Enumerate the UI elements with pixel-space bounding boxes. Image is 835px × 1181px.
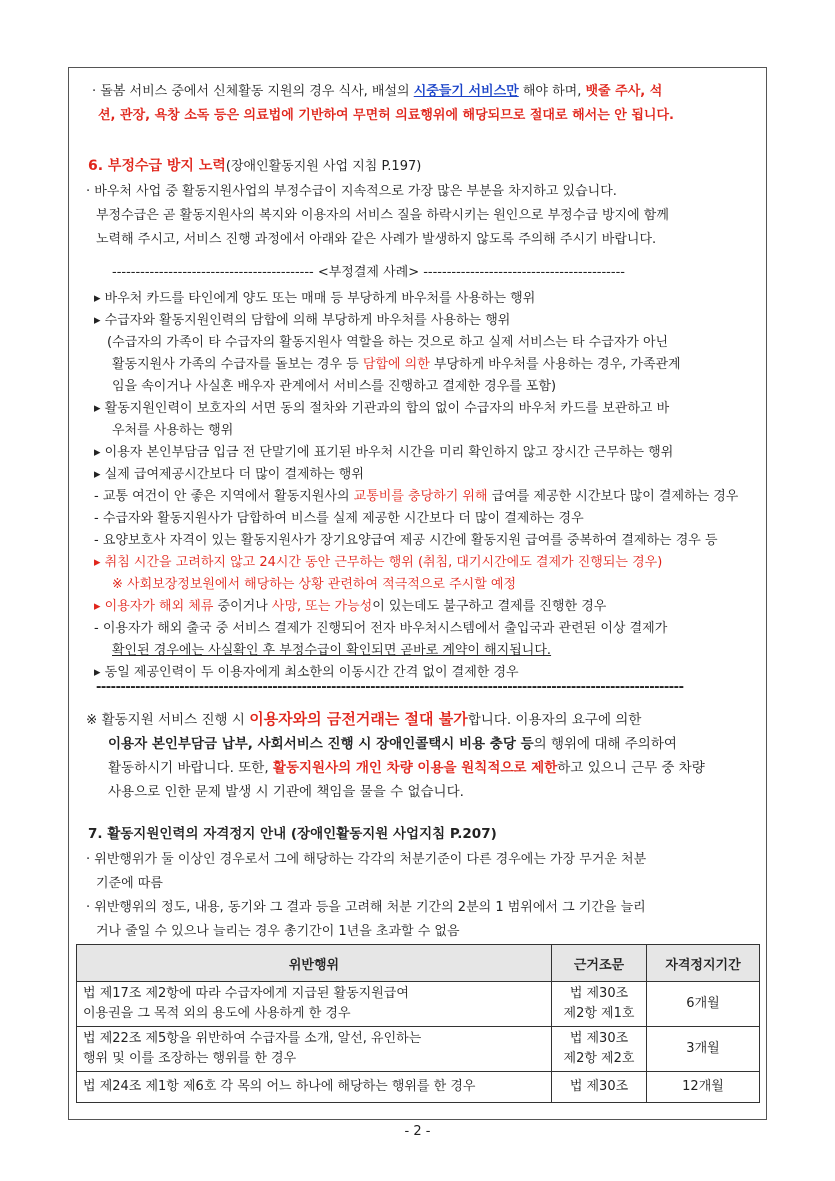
case-item: ▸ 수급자와 활동지원인력의 담합에 의해 부당하게 바우처를 사용하는 행위	[94, 313, 511, 328]
intro-line-1	[92, 82, 662, 102]
violation-cell	[77, 1027, 552, 1072]
case-item: ▸ 활동지원인력이 보호자의 서면 동의 절차와 기관과의 합의 없이 수급자의 바우처 카드를 보관하고 바	[94, 401, 670, 416]
case-red-text: 사망, 또는 가능성	[271, 599, 373, 614]
case-text: 중이거나	[213, 599, 272, 614]
violation-cell: 법 제24조 제1항 제6호 각 목의 어느 하나에 해당하는 행위를 한 경우	[77, 1072, 552, 1103]
violation-line: 법 제17조 제2항에 따라 수급자에게 지급된 활동지원급여	[83, 986, 409, 1001]
legal-basis-line: 법 제30조	[569, 986, 629, 1001]
note-text: 의 행위에 대해 주의하여	[533, 736, 677, 752]
section-6-para-3: 노력해 주시고, 서비스 진행 과정에서 아래와 같은 사례가 발생하지 않도록 주의해 주시기 바랍니다.	[96, 232, 657, 247]
col-header-legal-basis: 근거조문	[552, 945, 647, 982]
cases-end-rule: ------------------------------------------------------------------------------------------------------------------------	[96, 680, 684, 695]
case-text: 활동지원사 가족의 수급자를 돌보는 경우 등	[112, 357, 363, 372]
note-text: ※ 활동지원 서비스 진행 시	[86, 712, 250, 728]
table-row	[77, 1072, 760, 1103]
note-line-2	[108, 732, 677, 752]
period-cell: 6개월	[647, 982, 760, 1027]
note-emphasis: 활동지원사의 개인 차량 이용을 원칙적으로 제한	[272, 760, 558, 776]
period-cell: 12개월	[647, 1072, 760, 1103]
suspension-table	[76, 944, 760, 1103]
section-7-para-2: 기준에 따름	[96, 876, 163, 891]
section-7-para-4: 거나 줄일 수 있으나 늘리는 경우 총기간이 1년을 초과할 수 없음	[96, 924, 460, 939]
case-detail: 임을 속이거나 사실혼 배우자 관계에서 서비스를 진행하고 결제한 경우를 포함)	[112, 379, 557, 394]
section-7-para-3: · 위반행위의 정도, 내용, 동기와 그 결과 등을 고려해 처분 기간의 2분의 1 범위에서 그 기간을 늘리	[86, 900, 646, 915]
highlight-service: 시중들기 서비스만	[413, 84, 519, 99]
intro-line-2: 션, 관장, 욕창 소독 등은 의료법에 기반하여 무면허 의료행위에 해당되므로 절대로 해서는 안 됩니다.	[98, 108, 674, 123]
case-item	[94, 595, 606, 614]
violation-line: 법 제22조 제5항을 위반하여 수급자를 소개, 알선, 유인하는	[83, 1031, 422, 1046]
note-line-4: 사용으로 인한 문제 발생 시 기관에 책임을 물을 수 없습니다.	[108, 784, 464, 800]
note-text: 하고 있으니 근무 중 차량	[557, 760, 705, 776]
note-text: 활동하시기 바랍니다. 또한,	[108, 760, 273, 776]
case-subitem: - 이용자가 해외 출국 중 서비스 결제가 진행되어 전자 바우처시스템에서 출입국과 관련된 이상 결제가	[94, 621, 668, 636]
section-6-heading	[88, 156, 421, 177]
note-text: 합니다. 이용자의 요구에 의한	[467, 712, 642, 728]
case-text: - 교통 여건이 안 좋은 지역에서 활동지원사의	[94, 489, 354, 504]
intro-text: · 돌봄 서비스 중에서 신체활동 지원의 경우 식사, 배설의	[92, 84, 414, 99]
legal-basis-cell	[552, 982, 647, 1027]
violation-line: 이용권을 그 목적 외의 용도에 사용하게 한 경우	[83, 1006, 351, 1021]
col-header-violation: 위반행위	[77, 945, 552, 982]
legal-basis-line: 법 제30조	[569, 1031, 629, 1046]
case-text: 부당하게 바우처를 사용하는 경우, 가족관계	[429, 357, 681, 372]
case-text: 급여를 제공한 시간보다 많이 결제하는 경우	[487, 489, 739, 504]
violation-cell	[77, 982, 552, 1027]
legal-basis-line: 제2항 제1호	[563, 1006, 635, 1021]
case-note-red: ※ 사회보장정보원에서 해당하는 상황 관련하여 적극적으로 주시할 예정	[112, 577, 517, 592]
section-6-title: 6. 부정수급 방지 노력	[88, 158, 226, 174]
case-detail	[112, 353, 681, 372]
note-emphasis: 이용자와의 금전거래는 절대 불가	[249, 710, 468, 728]
case-subitem: - 수급자와 활동지원사가 담합하여 비스를 실제 제공한 시간보다 더 많이 결제하는 경우	[94, 511, 584, 526]
note-bold: 이용자 본인부담금 납부, 사회서비스 진행 시 장애인콜택시 비용 충당 등	[108, 736, 534, 752]
case-subitem	[94, 485, 738, 504]
case-subitem-underlined: 확인된 경우에는 사실확인 후 부정수급이 확인되면 곧바로 계약이 해지됩니다.	[112, 643, 552, 658]
intro-text: 해야 하며,	[518, 84, 586, 99]
col-header-period: 자격정지기간	[647, 945, 760, 982]
case-item: ▸ 실제 급여제공시간보다 더 많이 결제하는 행위	[94, 467, 364, 482]
section-7-para-1: · 위반행위가 둘 이상인 경우로서 그에 해당하는 각각의 처분기준이 다른 경우에는 가장 무거운 처분	[86, 852, 647, 867]
case-detail: 우처를 사용하는 행위	[112, 423, 234, 438]
violation-line: 행위 및 이를 조장하는 행위를 한 경우	[83, 1051, 297, 1066]
warning-text: 뱃줄 주사, 석	[585, 84, 663, 99]
table-header-row	[77, 945, 760, 982]
table-row	[77, 982, 760, 1027]
case-red-text: 담합에 의한	[362, 357, 430, 372]
period-cell: 3개월	[647, 1027, 760, 1072]
case-red-text: ▸ 이용자가 해외 체류	[94, 599, 214, 614]
section-6-ref: (장애인활동지원 사업 지침 P.197)	[225, 159, 422, 174]
page-number: - 2 -	[404, 1124, 431, 1139]
section-6-para-2: 부정수급은 곧 활동지원사의 복지와 이용자의 서비스 질을 하락시키는 원인으로 부정수급 방지에 함께	[96, 208, 669, 223]
case-red-text: 교통비를 충당하기 위해	[353, 489, 488, 504]
note-line-3	[108, 756, 705, 776]
section-7-title: 7. 활동지원인력의 자격정지 안내 (장애인활동지원 사업지침 P.207)	[88, 826, 497, 842]
legal-basis-cell	[552, 1027, 647, 1072]
case-item: ▸ 동일 제공인력이 두 이용자에게 최소한의 이동시간 간격 없이 결제한 경우	[94, 665, 519, 680]
legal-basis-cell: 법 제30조	[552, 1072, 647, 1103]
case-text: 이 있는데도 불구하고 결제를 진행한 경우	[372, 599, 607, 614]
section-6-para-1: · 바우처 사업 중 활동지원사업의 부정수급이 지속적으로 가장 많은 부분을 차지하고 있습니다.	[86, 184, 617, 199]
case-item: ▸ 바우처 카드를 타인에게 양도 또는 매매 등 부당하게 바우처를 사용하는 행위	[94, 291, 536, 306]
legal-basis-line: 제2항 제2호	[563, 1051, 635, 1066]
note-line-1	[86, 708, 641, 729]
case-item: ▸ 이용자 본인부담금 입금 전 단말기에 표기된 바우처 시간을 미리 확인하지 않고 장시간 근무하는 행위	[94, 445, 674, 460]
table-row	[77, 1027, 760, 1072]
case-item-red: ▸ 취침 시간을 고려하지 않고 24시간 동안 근무하는 행위 (취침, 대기시간에도 결제가 진행되는 경우)	[94, 555, 663, 570]
case-detail: (수급자의 가족이 타 수급자의 활동지원사 역할을 하는 것으로 하고 실제 서비스는 타 수급자가 아닌	[107, 335, 669, 350]
case-subitem: - 요양보호사 자격이 있는 활동지원사가 장기요양급여 제공 시간에 활동지원 급여를 중복하여 결제하는 경우 등	[94, 533, 718, 548]
cases-divider: ------------------------------------------- <부정결제 사례> -------------------------------------------	[112, 265, 625, 280]
